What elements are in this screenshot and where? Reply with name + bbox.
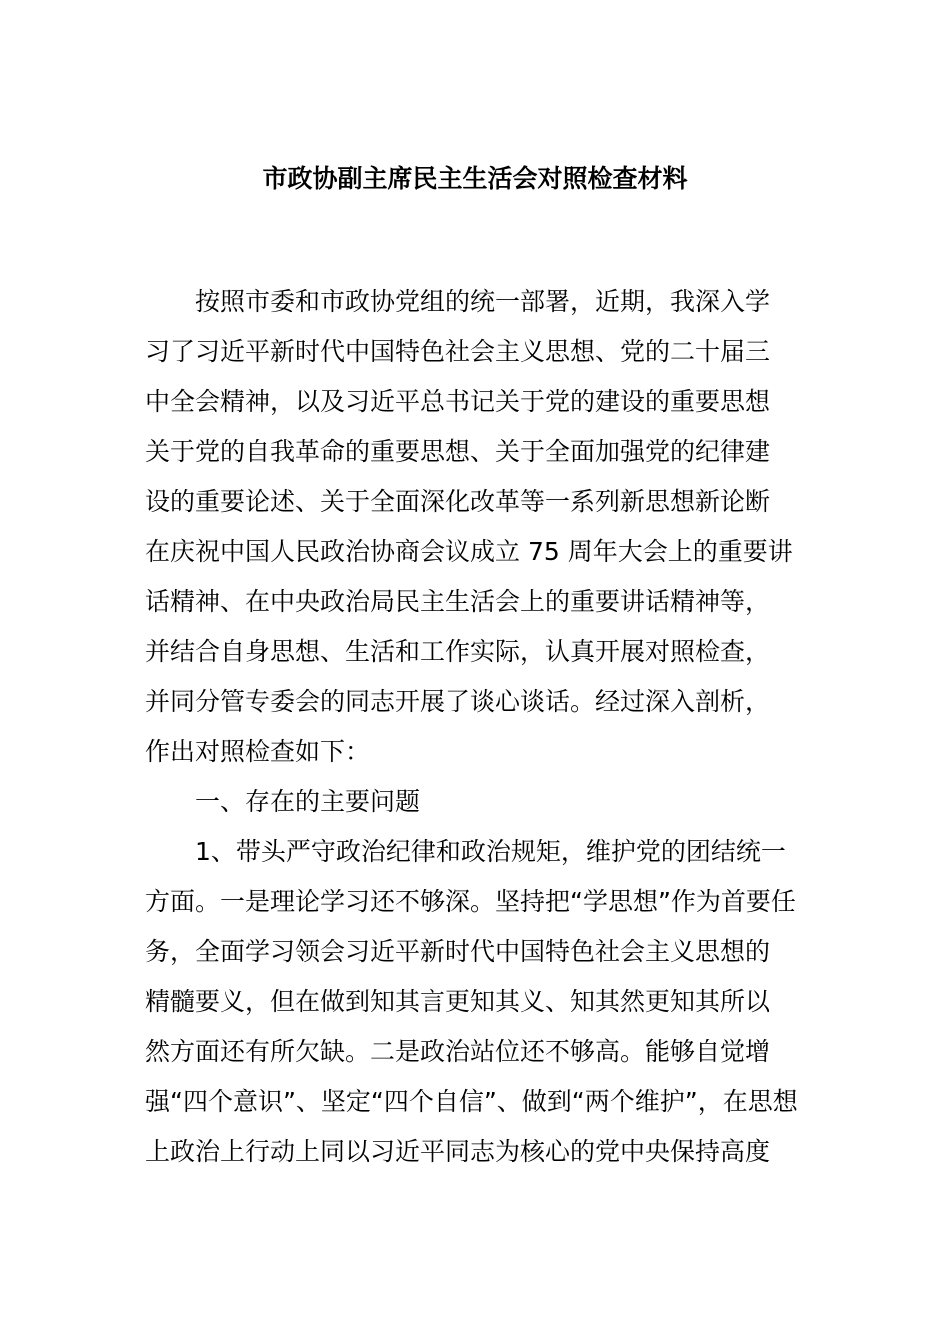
- paragraph-line: 然方面还有所欠缺。二是政治站位还不够高。能够自觉增: [145, 1037, 771, 1066]
- paragraph-line: 1、带头严守政治纪律和政治规矩，维护党的团结统一: [195, 837, 786, 866]
- document-title: 市政协副主席民主生活会对照检查材料: [262, 164, 688, 193]
- paragraph-line: 设的重要论述、关于全面深化改革等一系列新思想新论断: [145, 487, 771, 516]
- paragraph-line: 习了习近平新时代中国特色社会主义思想、党的二十届三: [145, 337, 771, 366]
- paragraph-line: 关于党的自我革命的重要思想、关于全面加强党的纪律建: [145, 437, 771, 466]
- paragraph-line: 按照市委和市政协党组的统一部署，近期，我深入学: [195, 287, 771, 316]
- document-body: [145, 283, 810, 1183]
- paragraph-line: 在庆祝中国人民政治协商会议成立 75 周年大会上的重要讲: [145, 537, 793, 566]
- section-heading: 一、存在的主要问题: [195, 787, 421, 816]
- paragraph-line: 方面。一是理论学习还不够深。坚持把“学思想”作为首要任: [145, 887, 796, 916]
- paragraph-line: 务，全面学习领会习近平新时代中国特色社会主义思想的: [145, 937, 771, 966]
- paragraph-line: 上政治上行动上同以习近平同志为核心的党中央保持高度: [145, 1137, 771, 1166]
- paragraph-line: 并结合自身思想、生活和工作实际，认真开展对照检查，: [145, 637, 771, 666]
- paragraph-line: 中全会精神，以及习近平总书记关于党的建设的重要思想: [145, 387, 771, 416]
- paragraph-line: 并同分管专委会的同志开展了谈心谈话。经过深入剖析，: [145, 687, 771, 716]
- paragraph-line: 作出对照检查如下：: [145, 737, 371, 766]
- paragraph-line: 话精神、在中央政治局民主生活会上的重要讲话精神等，: [145, 587, 771, 616]
- paragraph-line: 精髓要义，但在做到知其言更知其义、知其然更知其所以: [145, 987, 771, 1016]
- paragraph-line: 强“四个意识”、坚定“四个自信”、做到“两个维护”，在思想: [145, 1087, 798, 1116]
